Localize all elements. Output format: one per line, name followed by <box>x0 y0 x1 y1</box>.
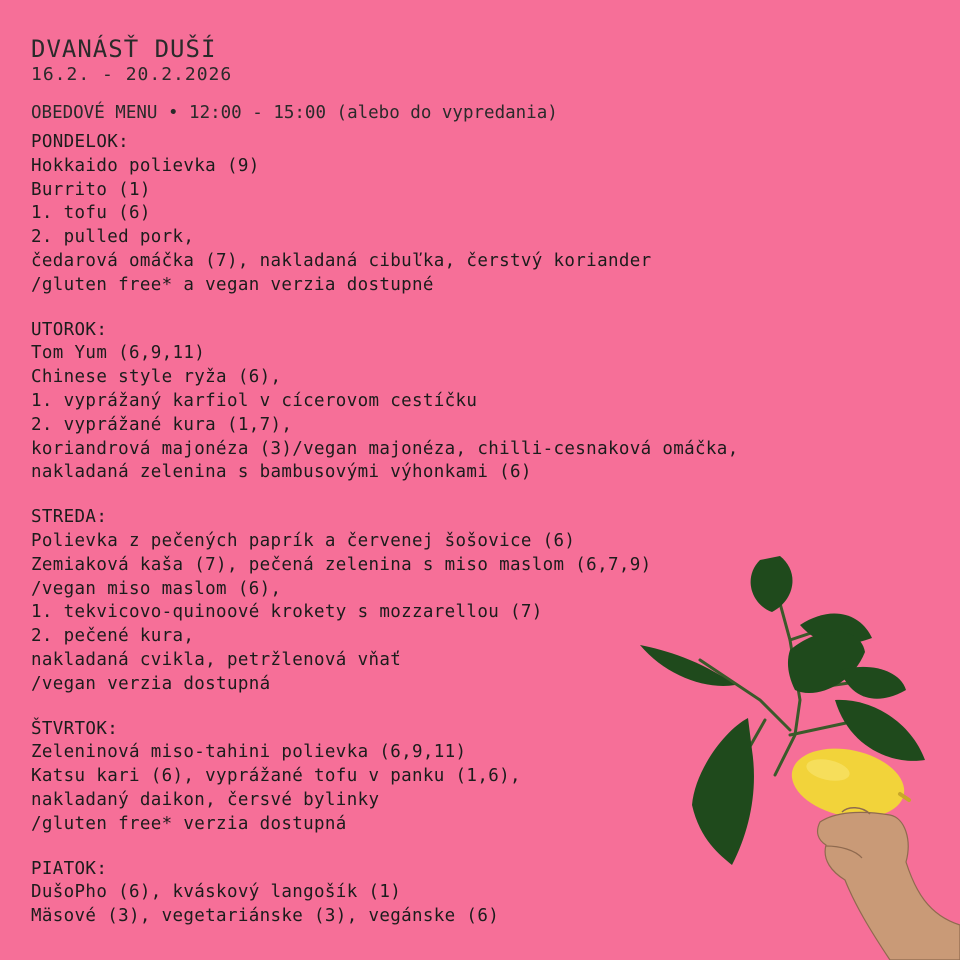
menu-line: /vegan verzia dostupná <box>31 673 271 694</box>
menu-line: 2. pulled pork, <box>31 227 195 248</box>
week-dates: 16.2. - 20.2.2026 <box>31 64 233 85</box>
lunch-hours: OBEDOVÉ MENU • 12:00 - 15:00 (alebo do vypredania) <box>31 103 558 123</box>
menu-line: DušoPho (6), kváskový langošík (1) <box>31 882 402 903</box>
menu-line: Katsu kari (6), vyprážané tofu v panku (1,6), <box>31 766 521 787</box>
restaurant-title: DVANÁSŤ DUŠÍ <box>31 35 217 63</box>
menu-line: nakladaná cvikla, petržlenová vňať <box>31 649 402 670</box>
day-monday <box>31 131 931 298</box>
menu-line: 1. tofu (6) <box>31 203 151 224</box>
day-friday <box>31 858 931 929</box>
menu-line: /gluten free* verzia dostupná <box>31 813 347 834</box>
menu-line: Polievka z pečených paprík a červenej šošovice (6) <box>31 530 576 551</box>
menu-line: Zemiaková kaša (7), pečená zelenina s miso maslom (6,7,9) <box>31 554 652 575</box>
day-thursday <box>31 718 931 837</box>
menu-document <box>31 34 931 929</box>
day-wednesday <box>31 506 931 696</box>
menu-line: Tom Yum (6,9,11) <box>31 343 206 364</box>
menu-line: Hokkaido polievka (9) <box>31 155 260 176</box>
menu-line: Chinese style ryža (6), <box>31 367 282 388</box>
day-tuesday <box>31 319 931 486</box>
menu-line: Zeleninová miso-tahini polievka (6,9,11) <box>31 742 467 763</box>
menu-line: 1. tekvicovo-quinoové krokety s mozzarellou (7) <box>31 602 543 623</box>
day-heading: ŠTVRTOK: <box>31 718 119 739</box>
menu-line: /vegan miso maslom (6), <box>31 578 282 599</box>
menu-line: koriandrová majonéza (3)/vegan majonéza, chilli-cesnaková omáčka, <box>31 438 739 459</box>
day-heading: UTOROK: <box>31 319 108 340</box>
day-heading: PIATOK: <box>31 858 108 879</box>
day-heading: STREDA: <box>31 507 108 528</box>
menu-line: nakladaný daikon, čersvé bylinky <box>31 789 380 810</box>
menu-line: 2. pečené kura, <box>31 626 195 647</box>
menu-line: 2. vyprážané kura (1,7), <box>31 414 293 435</box>
days-list <box>31 131 931 929</box>
menu-line: čedarová omáčka (7), nakladaná cibuľka, čerstvý koriander <box>31 250 652 271</box>
day-heading: PONDELOK: <box>31 132 129 152</box>
menu-line: nakladaná zelenina s bambusovými výhonkami (6) <box>31 462 532 483</box>
menu-line: Burrito (1) <box>31 179 151 200</box>
menu-line: 1. vyprážaný karfiol v cícerovom cestíčku <box>31 390 478 411</box>
menu-line: /gluten free* a vegan verzia dostupné <box>31 274 434 295</box>
menu-line: Mäsové (3), vegetariánske (3), vegánske (6) <box>31 906 500 927</box>
